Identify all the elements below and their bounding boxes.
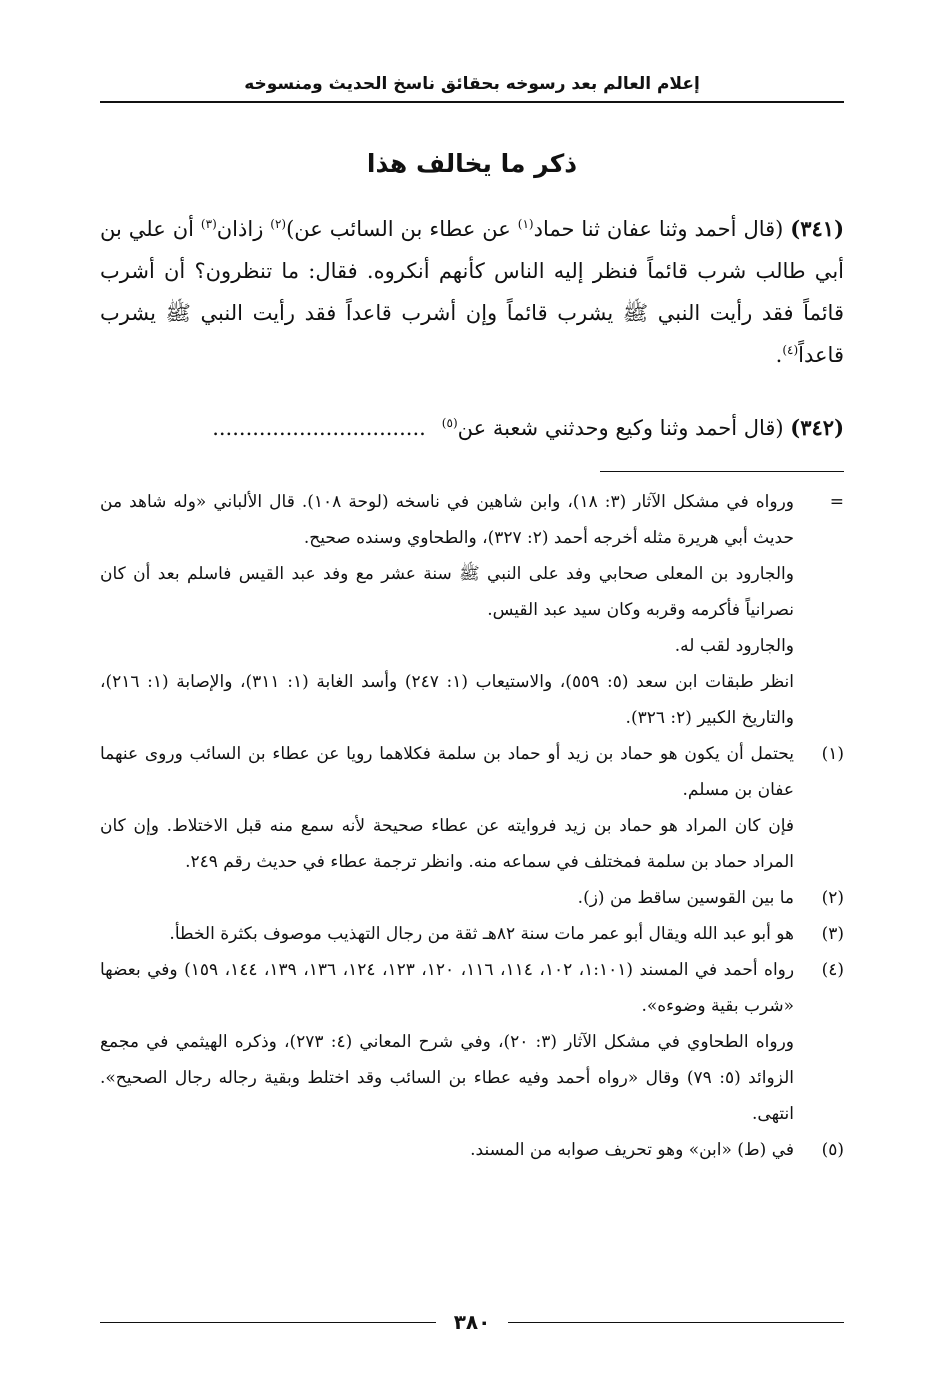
footnote-paragraph: هو أبو عبد الله ويقال أبو عمر مات سنة ٨٢هـ ثقة من رجال التهذيب موصوف بكثرة الخطأ. <box>169 924 794 944</box>
footer-rule-right <box>508 1322 844 1323</box>
footnote-mark: (١) <box>821 744 844 764</box>
hadith-342-text <box>100 408 844 448</box>
footnote-ref: (٤) <box>782 343 799 357</box>
footnote-mark: (٥) <box>821 1140 844 1160</box>
footnote-1 <box>100 736 844 880</box>
footnote-paragraph: ما بين القوسين ساقط من (ز). <box>577 888 794 908</box>
hadith-341-text <box>100 208 844 376</box>
hadith-text: (قال أحمد وثنا وكيع وحدثني شعبة عن <box>457 416 784 440</box>
section-title: ذكر ما يخالف هذا <box>366 149 578 178</box>
footnote-paragraph: انظر طبقات ابن سعد (٥: ٥٥٩)، والاستيعاب (١: ٢٤٧) وأسد الغابة (١: ٣١١)، والإصابة (١: ٢١٦)، والتاريخ الكبير (٢: ٣٢٦). <box>100 672 795 728</box>
footnote-ref: (٥) <box>441 416 458 430</box>
footnote-mark: = <box>829 492 844 512</box>
hadith-341 <box>100 208 844 376</box>
footnote-paragraph: رواه أحمد في المسند (١:١٠١، ١٠٢، ١١٤، ١١٦، ١٢٠، ١٢٣، ١٢٤، ١٣٦، ١٣٩، ١٤٤، ١٥٩) وفي بعضها «شرب بقية وضوءه». <box>100 960 795 1016</box>
footnote-mark: (٣) <box>821 924 844 944</box>
hadith-text: . <box>775 343 783 367</box>
footnote-2 <box>100 880 844 916</box>
footnote-mark: (٤) <box>821 960 844 980</box>
hadith-number: (٣٤١) <box>790 216 845 241</box>
footnote-paragraph: يحتمل أن يكون هو حماد بن زيد أو حماد بن سلمة فكلاهما رويا عن عطاء بن السائب وروى عنهما عفان بن مسلم. <box>100 744 794 800</box>
page-footer <box>100 1306 844 1338</box>
footnote-paragraph: ورواه الطحاوي في مشكل الآثار (٣: ٢٠)، وفي شرح المعاني (٤: ٢٧٣)، وذكره الهيثمي في مجمع الزوائد (٥: ٧٩) وقال «رواه أحمد وفيه عطاء بن السائب وقد اختلط وبقية رجاله رجال الصحيح». انتهى. <box>100 1032 795 1124</box>
header-divider <box>100 101 844 103</box>
hadith-342 <box>100 408 844 448</box>
footnote-body <box>100 916 794 952</box>
hadith-number: (٣٤٢) <box>790 415 844 440</box>
footnote-5 <box>100 1132 844 1168</box>
footnotes <box>100 484 844 1168</box>
page-number: ٣٨٠ <box>453 1310 491 1334</box>
footnote-4 <box>100 952 844 1132</box>
hadith-text: زاذان <box>216 217 271 241</box>
footnote-3 <box>100 916 844 952</box>
footnote-paragraph: والجارود لقب له. <box>674 636 794 656</box>
footnote-ref: (٣) <box>200 217 217 231</box>
footnote-body <box>100 736 794 880</box>
hadith-text: (قال أحمد وثنا عفان ثنا حماد <box>533 217 784 241</box>
footnote-body <box>100 1132 794 1168</box>
footnote-paragraph: في (ط) «ابن» وهو تحريف صوابه من المسند. <box>470 1140 794 1160</box>
running-header: إعلام العالم بعد رسوخه بحقائق ناسخ الحديث ومنسوخه <box>244 74 700 94</box>
footnote-paragraph: والجارود بن المعلى صحابي وفد على النبي ﷺ سنة عشر مع وفد عبد القيس فاسلم بعد أن كان نصرانياً فأكرمه وقربه وكان سيد عبد القيس. <box>100 564 794 620</box>
footnote-divider <box>600 471 844 472</box>
footnote-continued <box>100 484 844 736</box>
footnote-body <box>100 952 794 1132</box>
hadith-text: عن عطاء بن السائب عن) <box>286 217 518 241</box>
footnote-paragraph: ورواه في مشكل الآثار (٣: ١٨)، وابن شاهين في ناسخه (لوحة ١٠٨). قال الألباني «وله شاهد من حديث أبي هريرة مثله أخرجه أحمد (٢: ٣٢٧)، والطحاوي وسنده صحيح. <box>100 492 794 548</box>
footnote-body <box>100 484 794 736</box>
footnote-ref: (٢) <box>270 217 287 231</box>
footer-rule-left <box>100 1322 436 1323</box>
footnote-paragraph: فإن كان المراد هو حماد بن زيد فروايته عن عطاء صحيحة لأنه سمع منه قبل الاختلاط. وإن كان المراد حماد بن سلمة فمختلف في سماعه منه. وانظر ترجمة عطاء في حديث رقم ٢٤٩. <box>100 816 794 872</box>
footnote-body <box>100 880 794 916</box>
hadith-text: أن علي بن أبي طالب شرب قائماً فنظر إليه الناس كأنهم أنكروه. فقال: ما تنظرون؟ أن أشرب قائماً فقد رأيت النبي ﷺ يشرب قائماً وإن أشرب قاعداً فقد رأيت النبي ﷺ يشرب قاعداً <box>100 217 844 367</box>
ellipsis-dots: ................................ <box>212 416 426 440</box>
footnote-ref: (١) <box>517 217 534 231</box>
footnote-mark: (٢) <box>821 888 844 908</box>
